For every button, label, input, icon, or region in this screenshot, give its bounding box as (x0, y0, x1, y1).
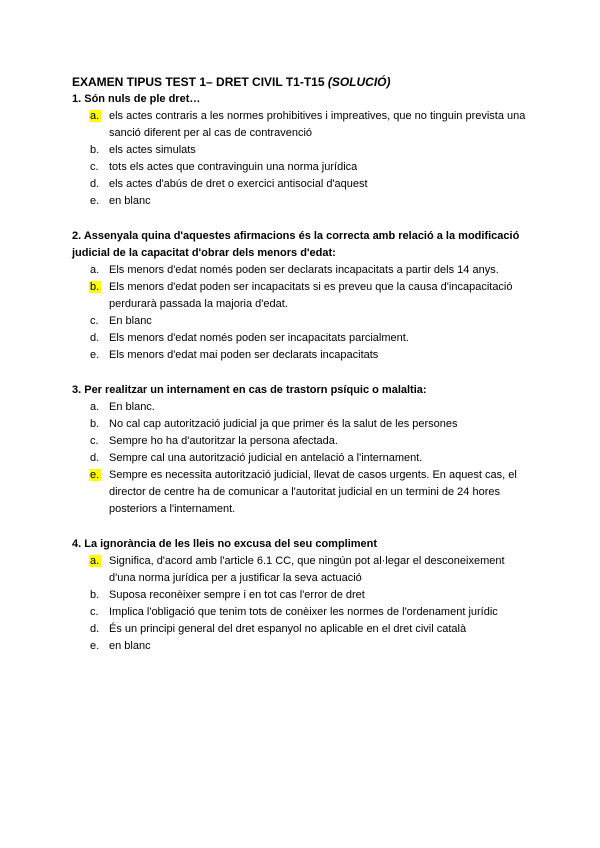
correct-answer-marker (90, 467, 105, 484)
option-text: els actes simulats (109, 144, 196, 156)
option-letter-text: a. (90, 110, 100, 122)
option-letter-text: a. (90, 264, 100, 276)
option-letter-text: a. (90, 401, 100, 413)
option-text: Suposa reconèixer sempre i en tot cas l'error de dret (109, 589, 365, 601)
option-text: Sempre es necessita autorització judicial, llevat de casos urgents. En aquest cas, el director de centre ha de comunicar a l'autoritat judicial en un termini de 24 hores posteriors a l'internament. (109, 469, 517, 515)
option-letter-text: a. (90, 555, 100, 567)
page-title (72, 74, 532, 91)
option-text: en blanc (109, 640, 151, 652)
option-letter-text: e. (90, 469, 100, 481)
option-letter (90, 450, 105, 467)
option-letter-text: b. (90, 589, 100, 601)
answer-option (72, 399, 532, 416)
option-letter-text: c. (90, 606, 99, 618)
option-letter (90, 313, 105, 330)
option-text: els actes d'abús de dret o exercici antisocial d'aquest (109, 178, 368, 190)
answer-option (72, 279, 532, 313)
option-letter (90, 638, 105, 655)
question-spacer (72, 210, 532, 228)
question-block (72, 536, 532, 655)
answer-option (72, 330, 532, 347)
option-text: tots els actes que contravinguin una norma jurídica (109, 161, 358, 173)
option-text: Sempre cal una autorització judicial en antelació a l'internament. (109, 452, 423, 464)
option-text: En blanc (109, 315, 152, 327)
answer-options (72, 553, 532, 655)
question-text: 4. La ignorància de les lleis no excusa del seu compliment (72, 538, 378, 550)
correct-answer-marker (90, 553, 105, 570)
option-letter-text: d. (90, 623, 100, 635)
option-letter (90, 604, 105, 621)
answer-options (72, 399, 532, 518)
option-letter-text: b. (90, 281, 100, 293)
question-text: 3. Per realitzar un internament en cas de trastorn psíquic o malaltia: (72, 384, 427, 396)
option-letter-text: e. (90, 349, 100, 361)
option-letter-text: e. (90, 195, 100, 207)
question-block (72, 228, 532, 364)
option-text: Els menors d'edat només poden ser declarats incapacitats a partir dels 14 anys. (109, 264, 499, 276)
answer-option (72, 553, 532, 587)
answer-option (72, 467, 532, 518)
option-letter (90, 433, 105, 450)
option-letter (90, 193, 105, 210)
option-text: Implica l'obligació que tenim tots de conèixer les normes de l'ordenament jurídic (109, 606, 498, 618)
option-letter (90, 330, 105, 347)
option-text: Els menors d'edat poden ser incapacitats si es preveu que la causa d'incapacitació perdurarà passada la majoria d'edat. (109, 281, 513, 310)
option-letter (90, 159, 105, 176)
option-letter-text: c. (90, 435, 99, 447)
question-block (72, 91, 532, 210)
option-letter-text: c. (90, 315, 99, 327)
answer-option (72, 142, 532, 159)
option-letter-text: c. (90, 161, 99, 173)
question-block (72, 382, 532, 518)
option-letter-text: b. (90, 418, 100, 430)
answer-option (72, 108, 532, 142)
questions-list (72, 91, 532, 655)
option-text: No cal cap autorització judicial ja que primer és la salut de les persones (109, 418, 458, 430)
option-text: Els menors d'edat mai poden ser declarats incapacitats (109, 349, 379, 361)
question-text: 2. Assenyala quina d'aquestes afirmacions és la correcta amb relació a la modificació judicial de la capacitat d'obrar dels menors d'edat: (72, 230, 520, 259)
answer-options (72, 262, 532, 364)
option-letter (90, 399, 105, 416)
answer-option (72, 450, 532, 467)
option-letter (90, 621, 105, 638)
option-text: És un principi general del dret espanyol no aplicable en el dret civil català (109, 623, 467, 635)
title-main: EXAMEN TIPUS TEST 1– DRET CIVIL T1-T15 (72, 75, 328, 89)
answer-option (72, 176, 532, 193)
answer-option (72, 621, 532, 638)
answer-option (72, 347, 532, 364)
correct-answer-marker (90, 108, 105, 125)
option-letter-text: d. (90, 332, 100, 344)
option-letter-text: d. (90, 452, 100, 464)
option-letter (90, 587, 105, 604)
question-text: 1. Són nuls de ple dret… (72, 93, 201, 105)
option-letter (90, 142, 105, 159)
option-text: Sempre ho ha d'autoritzar la persona afectada. (109, 435, 338, 447)
option-letter (90, 416, 105, 433)
answer-option (72, 638, 532, 655)
option-letter (90, 347, 105, 364)
answer-option (72, 587, 532, 604)
question-spacer (72, 364, 532, 382)
option-letter-text: e. (90, 640, 100, 652)
option-letter-text: b. (90, 144, 100, 156)
answer-option (72, 193, 532, 210)
option-text: els actes contraris a les normes prohibitives i impreatives, que no tinguin prevista una sanció diferent per al cas de contravenció (109, 110, 526, 139)
option-text: en blanc (109, 195, 151, 207)
answer-option (72, 313, 532, 330)
option-text: Significa, d'acord amb l'article 6.1 CC, que ningún pot al·legar el desconeixement d'una norma jurídica per a justificar la seva actuació (109, 555, 505, 584)
option-letter-text: d. (90, 178, 100, 190)
answer-option (72, 416, 532, 433)
document-page (72, 74, 532, 655)
option-letter (90, 176, 105, 193)
answer-option (72, 604, 532, 621)
answer-option (72, 159, 532, 176)
answer-option (72, 262, 532, 279)
answer-options (72, 108, 532, 210)
title-solution: (SOLUCIÓ) (327, 75, 391, 89)
correct-answer-marker (90, 279, 105, 296)
option-text: Els menors d'edat només poden ser incapacitats parcialment. (109, 332, 409, 344)
question-spacer (72, 518, 532, 536)
option-text: En blanc. (109, 401, 155, 413)
answer-option (72, 433, 532, 450)
option-letter (90, 262, 105, 279)
